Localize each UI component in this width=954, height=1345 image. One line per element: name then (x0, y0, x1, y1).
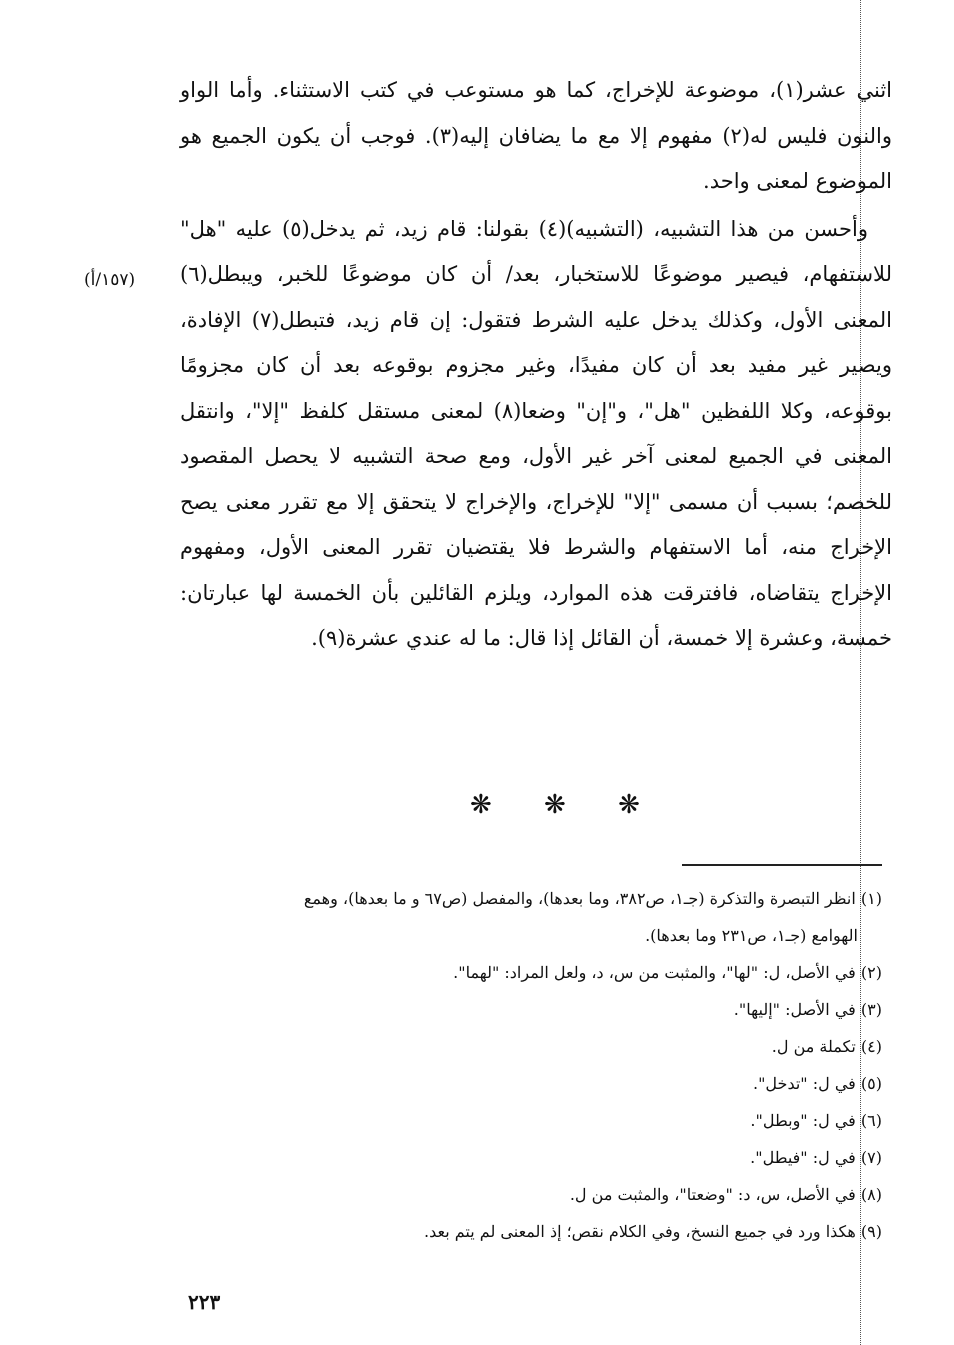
footnotes (170, 880, 882, 1250)
manuscript-folio-note: (١٥٧/أ) (84, 270, 136, 290)
paragraph-2: وأحسن من هذا التشبيه، (التشبيه)(٤) بقولنا: قام زيد، ثم يدخل(٥) عليه "هل" للاستفهام، فيصير موضوعًا للاستخبار، بعد/ أن كان موضوعًا للخبر، ويبطل(٦) المعنى الأول، وكذلك يدخل عليه الشرط فتقول: إن قام زيد، فتبطل(٧) الإفادة، ويصير غير مفيد بعد أن كان مفيدًا، وغير مجزوم بوقوعه بعد أن كان مجزومًا بوقوعه، وكلا اللفظين "هل"، و"إن" وضعا(٨) لمعنى مستقل كلفظ "إلا"، وانتقل المعنى في الجميع لمعنى آخر غير الأول، ومع صحة التشبيه لا يحصل المقصود للخصم؛ بسبب أن مسمى "إلا" للإخراج، والإخراج لا يتحقق إلا مع تقرر معنى يصح الإخراج منه، أما الاستفهام والشرط فلا يقتضيان تقرر المعنى الأول، ومفهوم الإخراج يتقاضاه، فافترقت هذه الموارد، ويلزم القائلين بأن الخمسة لها عبارتان: خمسة، وعشرة إلا خمسة، أن القائل إذا قال: ما له عندي عشرة(٩). (180, 216, 892, 650)
page-number: ٢٢٣ (188, 1290, 221, 1314)
footnote-1: (١) انظر التبصرة والتذكرة (جـ١، ص٣٨٢، وما بعدها)، والمفصل (ص٦٧ و ما بعدها)، وهمع (303, 889, 882, 908)
footnote-8: (٨) في الأصل، س، د: "وضعتا"، والمثبت من ل. (569, 1185, 882, 1204)
footnote-9: (٩) هكذا ورد في جميع النسخ، وفي الكلام نقص؛ إذ المعنى لم يتم بعد. (424, 1222, 882, 1241)
footnote-rule (682, 864, 882, 866)
main-text (180, 68, 892, 662)
footnote-5: (٥) في ل: "تدخل". (752, 1074, 882, 1093)
footnote-2: (٢) في الأصل، ل: "لها"، والمثبت من س، د، ولعل المراد: "لهما". (453, 963, 882, 982)
footnote-4: (٤) تكملة من ل. (771, 1037, 882, 1056)
paragraph-1: اثني عشر(١)، موضوعة للإخراج، كما هو مستوعب في كتب الاستثناء. وأما الواو والنون فليس له(٢) مفهوم إلا مع ما يضافان إليه(٣). فوجب أن يكون الجميع هو الموضوع لمعنى واحد. (180, 78, 892, 193)
section-separator-stars: ❋ ❋ ❋ (470, 790, 662, 820)
footnote-1-continued: الهوامع (جـ١، ص٢٣١ وما بعدها). (645, 926, 858, 945)
footnote-6: (٦) في ل: "وبطل". (750, 1111, 882, 1130)
footnote-7: (٧) في ل: "فيطل". (750, 1148, 882, 1167)
footnote-3: (٣) في الأصل: "إليها". (733, 1000, 882, 1019)
